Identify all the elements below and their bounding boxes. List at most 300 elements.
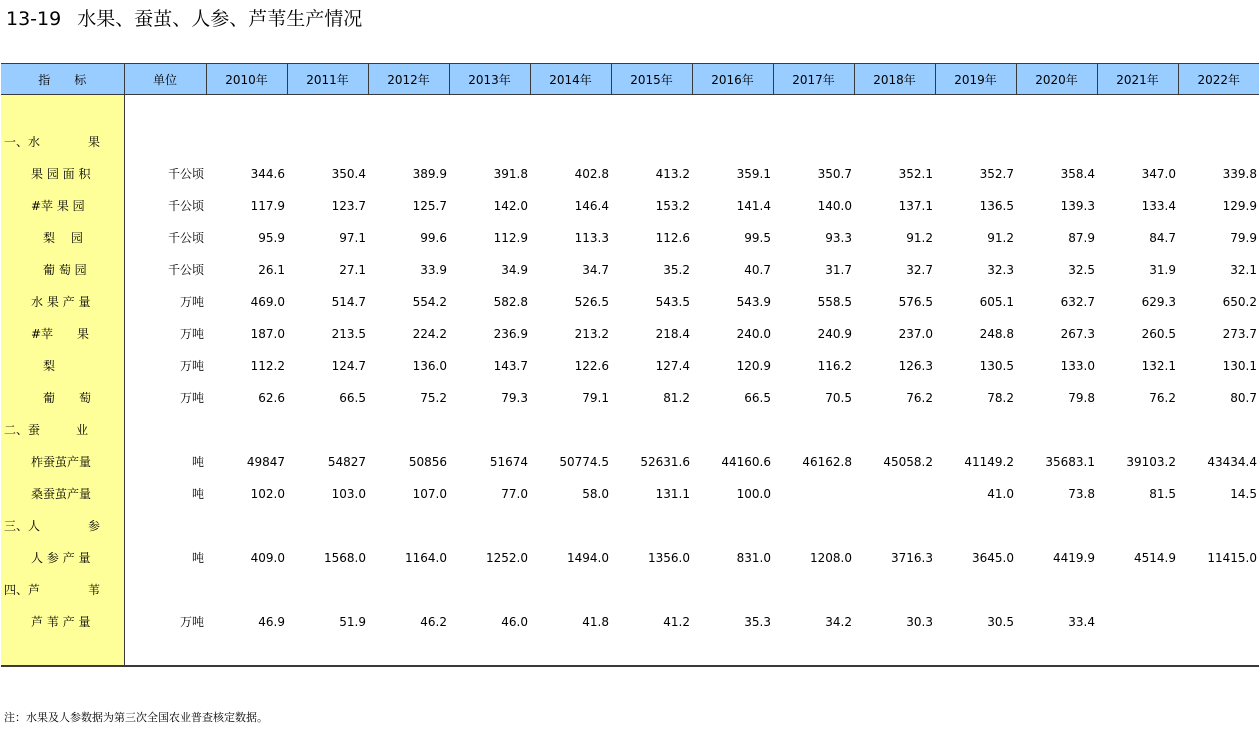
header-year: 2014年 [530, 64, 611, 95]
empty-cell [773, 638, 854, 666]
value-cell: 213.2 [574, 326, 609, 341]
value-cell [287, 414, 368, 446]
value-cell [1097, 574, 1178, 606]
empty-cell [206, 638, 287, 666]
value-cell: 339.8 [1222, 166, 1257, 181]
header-year: 2012年 [368, 64, 449, 95]
value-cell [854, 510, 935, 542]
spacer-row [1, 95, 1259, 126]
value-cell: 402.8 [574, 166, 609, 181]
header-year: 2019年 [935, 64, 1016, 95]
value-cell [368, 510, 449, 542]
empty-cell [368, 95, 449, 126]
row-label: 葡 萄 园 [1, 254, 124, 286]
value-cell [854, 574, 935, 606]
unit-cell: 吨 [191, 455, 204, 469]
value-cell: 44160.6 [721, 454, 771, 469]
empty-cell [368, 638, 449, 666]
value-cell: 3645.0 [972, 550, 1014, 565]
unit-cell [124, 414, 206, 446]
unit-cell [124, 126, 206, 158]
header-year: 2010年 [206, 64, 287, 95]
value-cell: 27.1 [339, 262, 366, 277]
value-cell [854, 126, 935, 158]
value-cell [530, 126, 611, 158]
empty-cell [692, 95, 773, 126]
value-cell: 273.7 [1222, 326, 1257, 341]
value-cell: 116.2 [817, 358, 852, 373]
value-cell: 34.9 [501, 262, 528, 277]
value-cell: 543.9 [736, 294, 771, 309]
value-cell: 107.0 [412, 486, 447, 501]
value-cell [773, 574, 854, 606]
unit-cell: 千公顷 [167, 231, 204, 245]
value-cell [530, 574, 611, 606]
unit-cell: 吨 [191, 487, 204, 501]
value-cell: 4514.9 [1134, 550, 1176, 565]
value-cell: 99.5 [744, 230, 771, 245]
value-cell [368, 574, 449, 606]
page-title [6, 4, 362, 34]
value-cell: 34.7 [582, 262, 609, 277]
header-indicator: 指 标 [1, 64, 124, 95]
value-cell: 260.5 [1141, 326, 1176, 341]
empty-cell [530, 95, 611, 126]
value-cell [1097, 606, 1178, 638]
value-cell: 77.0 [501, 486, 528, 501]
value-cell: 91.2 [987, 230, 1014, 245]
value-cell [692, 510, 773, 542]
value-cell: 136.0 [412, 358, 447, 373]
value-cell: 70.5 [825, 390, 852, 405]
value-cell: 350.7 [817, 166, 852, 181]
header-year: 2015年 [611, 64, 692, 95]
value-cell: 409.0 [250, 550, 285, 565]
value-cell: 632.7 [1060, 294, 1095, 309]
value-cell [530, 510, 611, 542]
empty-cell [935, 95, 1016, 126]
value-cell [692, 126, 773, 158]
value-cell: 576.5 [898, 294, 933, 309]
value-cell: 33.4 [1068, 614, 1095, 629]
value-cell [854, 478, 935, 510]
empty-cell [1016, 95, 1097, 126]
table-row [1, 286, 1259, 318]
row-label: 二、蚕 业 [1, 414, 124, 446]
value-cell: 112.2 [250, 358, 285, 373]
value-cell: 136.5 [979, 198, 1014, 213]
value-cell: 41.2 [663, 614, 690, 629]
unit-cell: 万吨 [179, 391, 204, 405]
empty-cell [1, 95, 124, 126]
value-cell: 543.5 [655, 294, 690, 309]
empty-cell [854, 638, 935, 666]
empty-cell [530, 638, 611, 666]
value-cell: 93.3 [825, 230, 852, 245]
value-cell: 127.4 [655, 358, 690, 373]
value-cell: 120.9 [736, 358, 771, 373]
empty-cell [287, 638, 368, 666]
value-cell [1097, 126, 1178, 158]
unit-cell: 万吨 [179, 359, 204, 373]
value-cell: 34.2 [825, 614, 852, 629]
value-cell: 122.6 [574, 358, 609, 373]
value-cell: 84.7 [1149, 230, 1176, 245]
value-cell [206, 574, 287, 606]
value-cell: 58.0 [582, 486, 609, 501]
value-cell: 112.9 [493, 230, 528, 245]
value-cell: 32.1 [1230, 262, 1257, 277]
empty-cell [1016, 638, 1097, 666]
header-year: 2011年 [287, 64, 368, 95]
value-cell: 344.6 [250, 166, 285, 181]
value-cell [692, 414, 773, 446]
value-cell: 35.3 [744, 614, 771, 629]
value-cell: 41149.2 [964, 454, 1014, 469]
row-label: 三、人 参 [1, 510, 124, 542]
table-row [1, 222, 1259, 254]
header-year: 2021年 [1097, 64, 1178, 95]
value-cell [773, 126, 854, 158]
value-cell: 35683.1 [1045, 454, 1095, 469]
row-label: 葡 萄 [1, 382, 124, 414]
section-row [1, 574, 1259, 606]
value-cell [206, 126, 287, 158]
value-cell [611, 574, 692, 606]
value-cell: 73.8 [1068, 486, 1095, 501]
table-row [1, 318, 1259, 350]
value-cell [206, 510, 287, 542]
value-cell: 139.3 [1060, 198, 1095, 213]
value-cell: 1356.0 [648, 550, 690, 565]
value-cell [773, 510, 854, 542]
value-cell [368, 126, 449, 158]
value-cell: 605.1 [979, 294, 1014, 309]
footnote: 注：水果及人参数据为第三次全国农业普查核定数据。 [4, 711, 268, 724]
value-cell [692, 574, 773, 606]
value-cell: 558.5 [817, 294, 852, 309]
value-cell: 3716.3 [891, 550, 933, 565]
row-label: 梨 [1, 350, 124, 382]
value-cell [287, 510, 368, 542]
value-cell: 831.0 [736, 550, 771, 565]
value-cell: 31.9 [1149, 262, 1176, 277]
section-row [1, 510, 1259, 542]
value-cell: 143.7 [493, 358, 528, 373]
value-cell [611, 510, 692, 542]
value-cell: 1164.0 [405, 550, 447, 565]
empty-cell [1178, 638, 1259, 666]
value-cell [287, 574, 368, 606]
empty-cell [1097, 95, 1178, 126]
value-cell: 76.2 [906, 390, 933, 405]
row-label: 芦 苇 产 量 [1, 606, 124, 638]
value-cell: 133.4 [1141, 198, 1176, 213]
value-cell: 213.5 [331, 326, 366, 341]
value-cell: 49847 [246, 454, 285, 469]
value-cell: 51674 [489, 454, 528, 469]
value-cell: 391.8 [493, 166, 528, 181]
value-cell: 130.1 [1222, 358, 1257, 373]
value-cell: 66.5 [339, 390, 366, 405]
value-cell: 129.9 [1222, 198, 1257, 213]
value-cell [1016, 126, 1097, 158]
empty-cell [449, 638, 530, 666]
value-cell: 26.1 [258, 262, 285, 277]
table-number: 13-19 [6, 8, 62, 30]
value-cell: 554.2 [412, 294, 447, 309]
value-cell: 126.3 [898, 358, 933, 373]
value-cell: 240.9 [817, 326, 852, 341]
value-cell: 75.2 [420, 390, 447, 405]
value-cell: 87.9 [1068, 230, 1095, 245]
empty-cell [124, 638, 206, 666]
value-cell: 137.1 [898, 198, 933, 213]
value-cell: 32.7 [906, 262, 933, 277]
value-cell: 629.3 [1141, 294, 1176, 309]
value-cell: 35.2 [663, 262, 690, 277]
value-cell: 153.2 [655, 198, 690, 213]
value-cell [287, 126, 368, 158]
value-cell: 140.0 [817, 198, 852, 213]
table-row [1, 542, 1259, 574]
header-year: 2013年 [449, 64, 530, 95]
row-label: 桑蚕茧产量 [1, 478, 124, 510]
table-row [1, 254, 1259, 286]
value-cell: 33.9 [420, 262, 447, 277]
value-cell [449, 574, 530, 606]
spacer-row [1, 638, 1259, 666]
value-cell: 347.0 [1141, 166, 1176, 181]
value-cell: 350.4 [331, 166, 366, 181]
value-cell: 1494.0 [567, 550, 609, 565]
value-cell: 413.2 [655, 166, 690, 181]
value-cell: 95.9 [258, 230, 285, 245]
header-year: 2016年 [692, 64, 773, 95]
value-cell: 1208.0 [810, 550, 852, 565]
value-cell [1016, 574, 1097, 606]
value-cell: 46.9 [258, 614, 285, 629]
unit-cell: 千公顷 [167, 167, 204, 181]
value-cell [1178, 606, 1259, 638]
value-cell: 240.0 [736, 326, 771, 341]
value-cell: 31.7 [825, 262, 852, 277]
empty-cell [449, 95, 530, 126]
value-cell: 41.8 [582, 614, 609, 629]
row-label: #苹 果 [1, 318, 124, 350]
header-year: 2020年 [1016, 64, 1097, 95]
header-year: 2017年 [773, 64, 854, 95]
value-cell: 81.5 [1149, 486, 1176, 501]
value-cell: 45058.2 [883, 454, 933, 469]
value-cell: 358.4 [1060, 166, 1095, 181]
value-cell: 80.7 [1230, 390, 1257, 405]
value-cell: 469.0 [250, 294, 285, 309]
empty-cell [1178, 95, 1259, 126]
value-cell: 46162.8 [802, 454, 852, 469]
value-cell: 97.1 [339, 230, 366, 245]
row-label: #苹 果 园 [1, 190, 124, 222]
unit-cell: 万吨 [179, 615, 204, 629]
empty-cell [611, 95, 692, 126]
unit-cell: 万吨 [179, 327, 204, 341]
value-cell: 141.4 [736, 198, 771, 213]
value-cell: 237.0 [898, 326, 933, 341]
row-label: 四、芦 苇 [1, 574, 124, 606]
value-cell: 54827 [327, 454, 366, 469]
table-row [1, 606, 1259, 638]
empty-cell [935, 638, 1016, 666]
row-label: 一、水 果 [1, 126, 124, 158]
value-cell: 32.3 [987, 262, 1014, 277]
section-row [1, 414, 1259, 446]
value-cell: 79.9 [1230, 230, 1257, 245]
empty-cell [124, 95, 206, 126]
value-cell: 41.0 [987, 486, 1014, 501]
value-cell: 582.8 [493, 294, 528, 309]
value-cell [935, 574, 1016, 606]
value-cell: 46.0 [501, 614, 528, 629]
value-cell: 113.3 [574, 230, 609, 245]
empty-cell [1097, 638, 1178, 666]
row-label: 柞蚕茧产量 [1, 446, 124, 478]
value-cell: 131.1 [655, 486, 690, 501]
value-cell: 146.4 [574, 198, 609, 213]
table-row [1, 382, 1259, 414]
value-cell [773, 478, 854, 510]
value-cell: 14.5 [1230, 486, 1257, 501]
value-cell: 39103.2 [1126, 454, 1176, 469]
table-row [1, 190, 1259, 222]
value-cell: 352.7 [979, 166, 1014, 181]
value-cell: 51.9 [339, 614, 366, 629]
empty-cell [206, 95, 287, 126]
value-cell: 123.7 [331, 198, 366, 213]
value-cell [368, 414, 449, 446]
value-cell [1178, 574, 1259, 606]
table-row [1, 350, 1259, 382]
empty-cell [1, 638, 124, 666]
value-cell: 103.0 [331, 486, 366, 501]
value-cell: 79.1 [582, 390, 609, 405]
value-cell: 224.2 [412, 326, 447, 341]
value-cell: 187.0 [250, 326, 285, 341]
value-cell [1178, 414, 1259, 446]
value-cell: 124.7 [331, 358, 366, 373]
value-cell [854, 414, 935, 446]
value-cell: 4419.9 [1053, 550, 1095, 565]
unit-cell [124, 510, 206, 542]
value-cell [773, 414, 854, 446]
value-cell [449, 414, 530, 446]
value-cell: 248.8 [979, 326, 1014, 341]
unit-cell: 千公顷 [167, 263, 204, 277]
value-cell: 78.2 [987, 390, 1014, 405]
value-cell: 11415.0 [1207, 550, 1257, 565]
value-cell: 32.5 [1068, 262, 1095, 277]
value-cell: 99.6 [420, 230, 447, 245]
unit-cell: 吨 [191, 551, 204, 565]
value-cell: 352.1 [898, 166, 933, 181]
value-cell: 514.7 [331, 294, 366, 309]
unit-cell [124, 574, 206, 606]
table-row [1, 158, 1259, 190]
data-table [1, 63, 1259, 667]
empty-cell [611, 638, 692, 666]
empty-cell [854, 95, 935, 126]
value-cell: 359.1 [736, 166, 771, 181]
row-label: 人 参 产 量 [1, 542, 124, 574]
value-cell: 526.5 [574, 294, 609, 309]
value-cell [611, 126, 692, 158]
value-cell: 112.6 [655, 230, 690, 245]
value-cell: 133.0 [1060, 358, 1095, 373]
value-cell [530, 414, 611, 446]
value-cell [935, 414, 1016, 446]
value-cell: 267.3 [1060, 326, 1095, 341]
value-cell: 52631.6 [640, 454, 690, 469]
empty-cell [692, 638, 773, 666]
value-cell: 91.2 [906, 230, 933, 245]
value-cell [449, 510, 530, 542]
value-cell: 40.7 [744, 262, 771, 277]
header-year: 2018年 [854, 64, 935, 95]
value-cell: 1252.0 [486, 550, 528, 565]
empty-cell [773, 95, 854, 126]
value-cell: 76.2 [1149, 390, 1176, 405]
unit-cell: 千公顷 [167, 199, 204, 213]
value-cell [1097, 414, 1178, 446]
value-cell: 50774.5 [559, 454, 609, 469]
value-cell: 218.4 [655, 326, 690, 341]
value-cell: 236.9 [493, 326, 528, 341]
value-cell [1178, 126, 1259, 158]
empty-cell [287, 95, 368, 126]
value-cell: 142.0 [493, 198, 528, 213]
row-label: 水 果 产 量 [1, 286, 124, 318]
value-cell [1016, 510, 1097, 542]
value-cell: 650.2 [1222, 294, 1257, 309]
value-cell: 62.6 [258, 390, 285, 405]
value-cell: 1568.0 [324, 550, 366, 565]
unit-cell: 万吨 [179, 295, 204, 309]
value-cell: 389.9 [412, 166, 447, 181]
value-cell: 79.3 [501, 390, 528, 405]
value-cell: 66.5 [744, 390, 771, 405]
header-year: 2022年 [1178, 64, 1259, 95]
value-cell: 79.8 [1068, 390, 1095, 405]
value-cell: 30.3 [906, 614, 933, 629]
header-row [1, 64, 1259, 95]
value-cell: 43434.4 [1207, 454, 1257, 469]
value-cell [1097, 510, 1178, 542]
value-cell: 130.5 [979, 358, 1014, 373]
table-title: 水果、蚕茧、人参、芦苇生产情况 [77, 8, 363, 30]
section-row [1, 126, 1259, 158]
value-cell: 102.0 [250, 486, 285, 501]
value-cell: 117.9 [250, 198, 285, 213]
table-row [1, 446, 1259, 478]
value-cell: 46.2 [420, 614, 447, 629]
value-cell: 125.7 [412, 198, 447, 213]
value-cell: 50856 [408, 454, 447, 469]
value-cell: 30.5 [987, 614, 1014, 629]
value-cell: 100.0 [736, 486, 771, 501]
table-row [1, 478, 1259, 510]
value-cell [611, 414, 692, 446]
value-cell [1178, 510, 1259, 542]
value-cell [935, 510, 1016, 542]
